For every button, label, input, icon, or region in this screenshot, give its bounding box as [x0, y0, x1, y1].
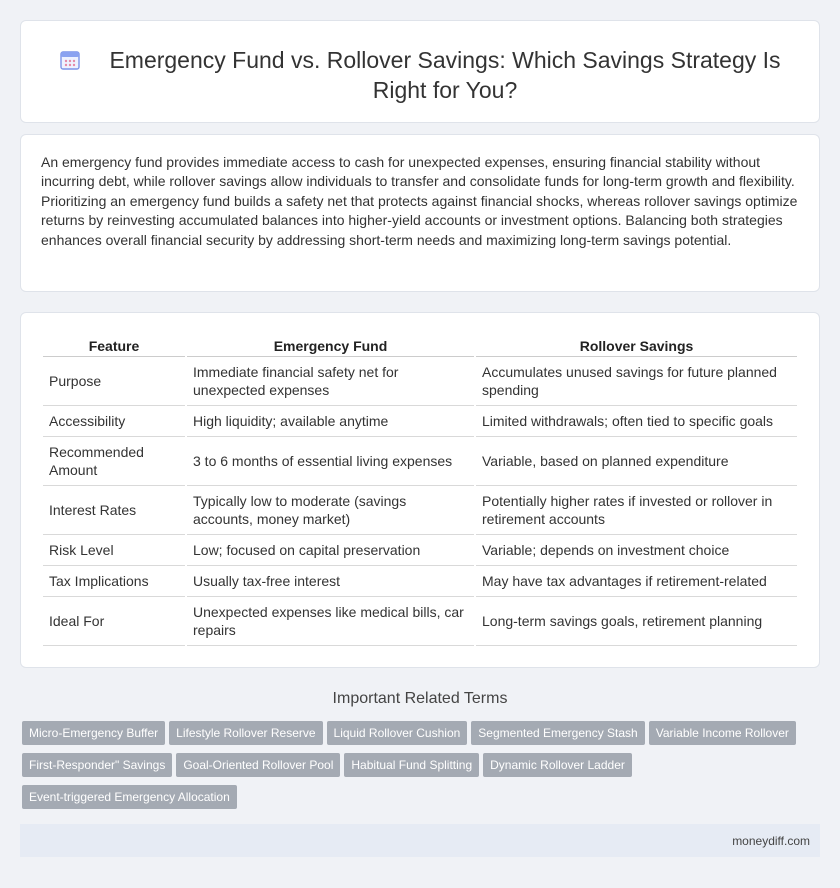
rollover-savings-cell: Limited withdrawals; often tied to specific goals — [476, 406, 797, 437]
table-row — [43, 437, 797, 486]
calendar-icon — [59, 49, 81, 71]
rollover-savings-cell: Long-term savings goals, retirement planning — [476, 597, 797, 646]
comparison-table-card — [20, 312, 820, 668]
emergency-fund-cell: Unexpected expenses like medical bills, car repairs — [187, 597, 474, 646]
column-header-emergency-fund: Emergency Fund — [187, 333, 474, 357]
related-terms-list — [22, 721, 822, 817]
related-term-tag[interactable]: Micro-Emergency Buffer — [22, 721, 165, 745]
table-row — [43, 406, 797, 437]
page-title: Emergency Fund vs. Rollover Savings: Which Savings Strategy Is Right for You? — [109, 47, 781, 103]
comparison-table — [41, 333, 799, 646]
table-row — [43, 486, 797, 535]
feature-cell: Ideal For — [43, 597, 185, 646]
table-row — [43, 357, 797, 406]
related-term-tag[interactable]: Variable Income Rollover — [649, 721, 796, 745]
emergency-fund-cell: High liquidity; available anytime — [187, 406, 474, 437]
feature-cell: Purpose — [43, 357, 185, 406]
feature-cell: Tax Implications — [43, 566, 185, 597]
feature-cell: Risk Level — [43, 535, 185, 566]
related-term-tag[interactable]: First-Responder" Savings — [22, 753, 172, 777]
emergency-fund-cell: Typically low to moderate (savings accounts, money market) — [187, 486, 474, 535]
feature-cell: Accessibility — [43, 406, 185, 437]
table-row — [43, 566, 797, 597]
rollover-savings-cell: Accumulates unused savings for future planned spending — [476, 357, 797, 406]
table-row — [43, 597, 797, 646]
rollover-savings-cell: Variable; depends on investment choice — [476, 535, 797, 566]
table-row — [43, 535, 797, 566]
related-term-tag[interactable]: Event-triggered Emergency Allocation — [22, 785, 237, 809]
related-term-tag[interactable]: Dynamic Rollover Ladder — [483, 753, 632, 777]
related-term-tag[interactable]: Lifestyle Rollover Reserve — [169, 721, 322, 745]
summary-paragraph: An emergency fund provides immediate access to cash for unexpected expenses, ensuring financial stability without incurring debt, while rollover savings allow individuals to transfer and consolidate funds for long-term growth and flexibility. Prioritizing an emergency fund builds a safety net that protects against financial shocks, whereas rollover savings optimize returns by reinvesting accumulated balances into higher-yield accounts or investment options. Balancing both strategies enhances overall financial security by addressing short-term needs and maximizing long-term savings potential. — [41, 154, 798, 248]
column-header-feature: Feature — [43, 333, 185, 357]
title-card — [20, 20, 820, 123]
feature-cell: Interest Rates — [43, 486, 185, 535]
related-term-tag[interactable]: Habitual Fund Splitting — [344, 753, 479, 777]
footer-site-link[interactable]: moneydiff.com — [732, 834, 810, 848]
related-term-tag[interactable]: Segmented Emergency Stash — [471, 721, 644, 745]
rollover-savings-cell: May have tax advantages if retirement-related — [476, 566, 797, 597]
rollover-savings-cell: Potentially higher rates if invested or rollover in retirement accounts — [476, 486, 797, 535]
emergency-fund-cell: Low; focused on capital preservation — [187, 535, 474, 566]
related-terms-heading: Important Related Terms — [332, 690, 508, 707]
summary-card — [20, 134, 820, 292]
footer — [20, 824, 820, 857]
emergency-fund-cell: Usually tax-free interest — [187, 566, 474, 597]
rollover-savings-cell: Variable, based on planned expenditure — [476, 437, 797, 486]
emergency-fund-cell: 3 to 6 months of essential living expenses — [187, 437, 474, 486]
related-term-tag[interactable]: Liquid Rollover Cushion — [327, 721, 468, 745]
feature-cell: Recommended Amount — [43, 437, 185, 486]
related-term-tag[interactable]: Goal-Oriented Rollover Pool — [176, 753, 340, 777]
table-header-row — [43, 333, 797, 357]
emergency-fund-cell: Immediate financial safety net for unexpected expenses — [187, 357, 474, 406]
column-header-rollover-savings: Rollover Savings — [476, 333, 797, 357]
